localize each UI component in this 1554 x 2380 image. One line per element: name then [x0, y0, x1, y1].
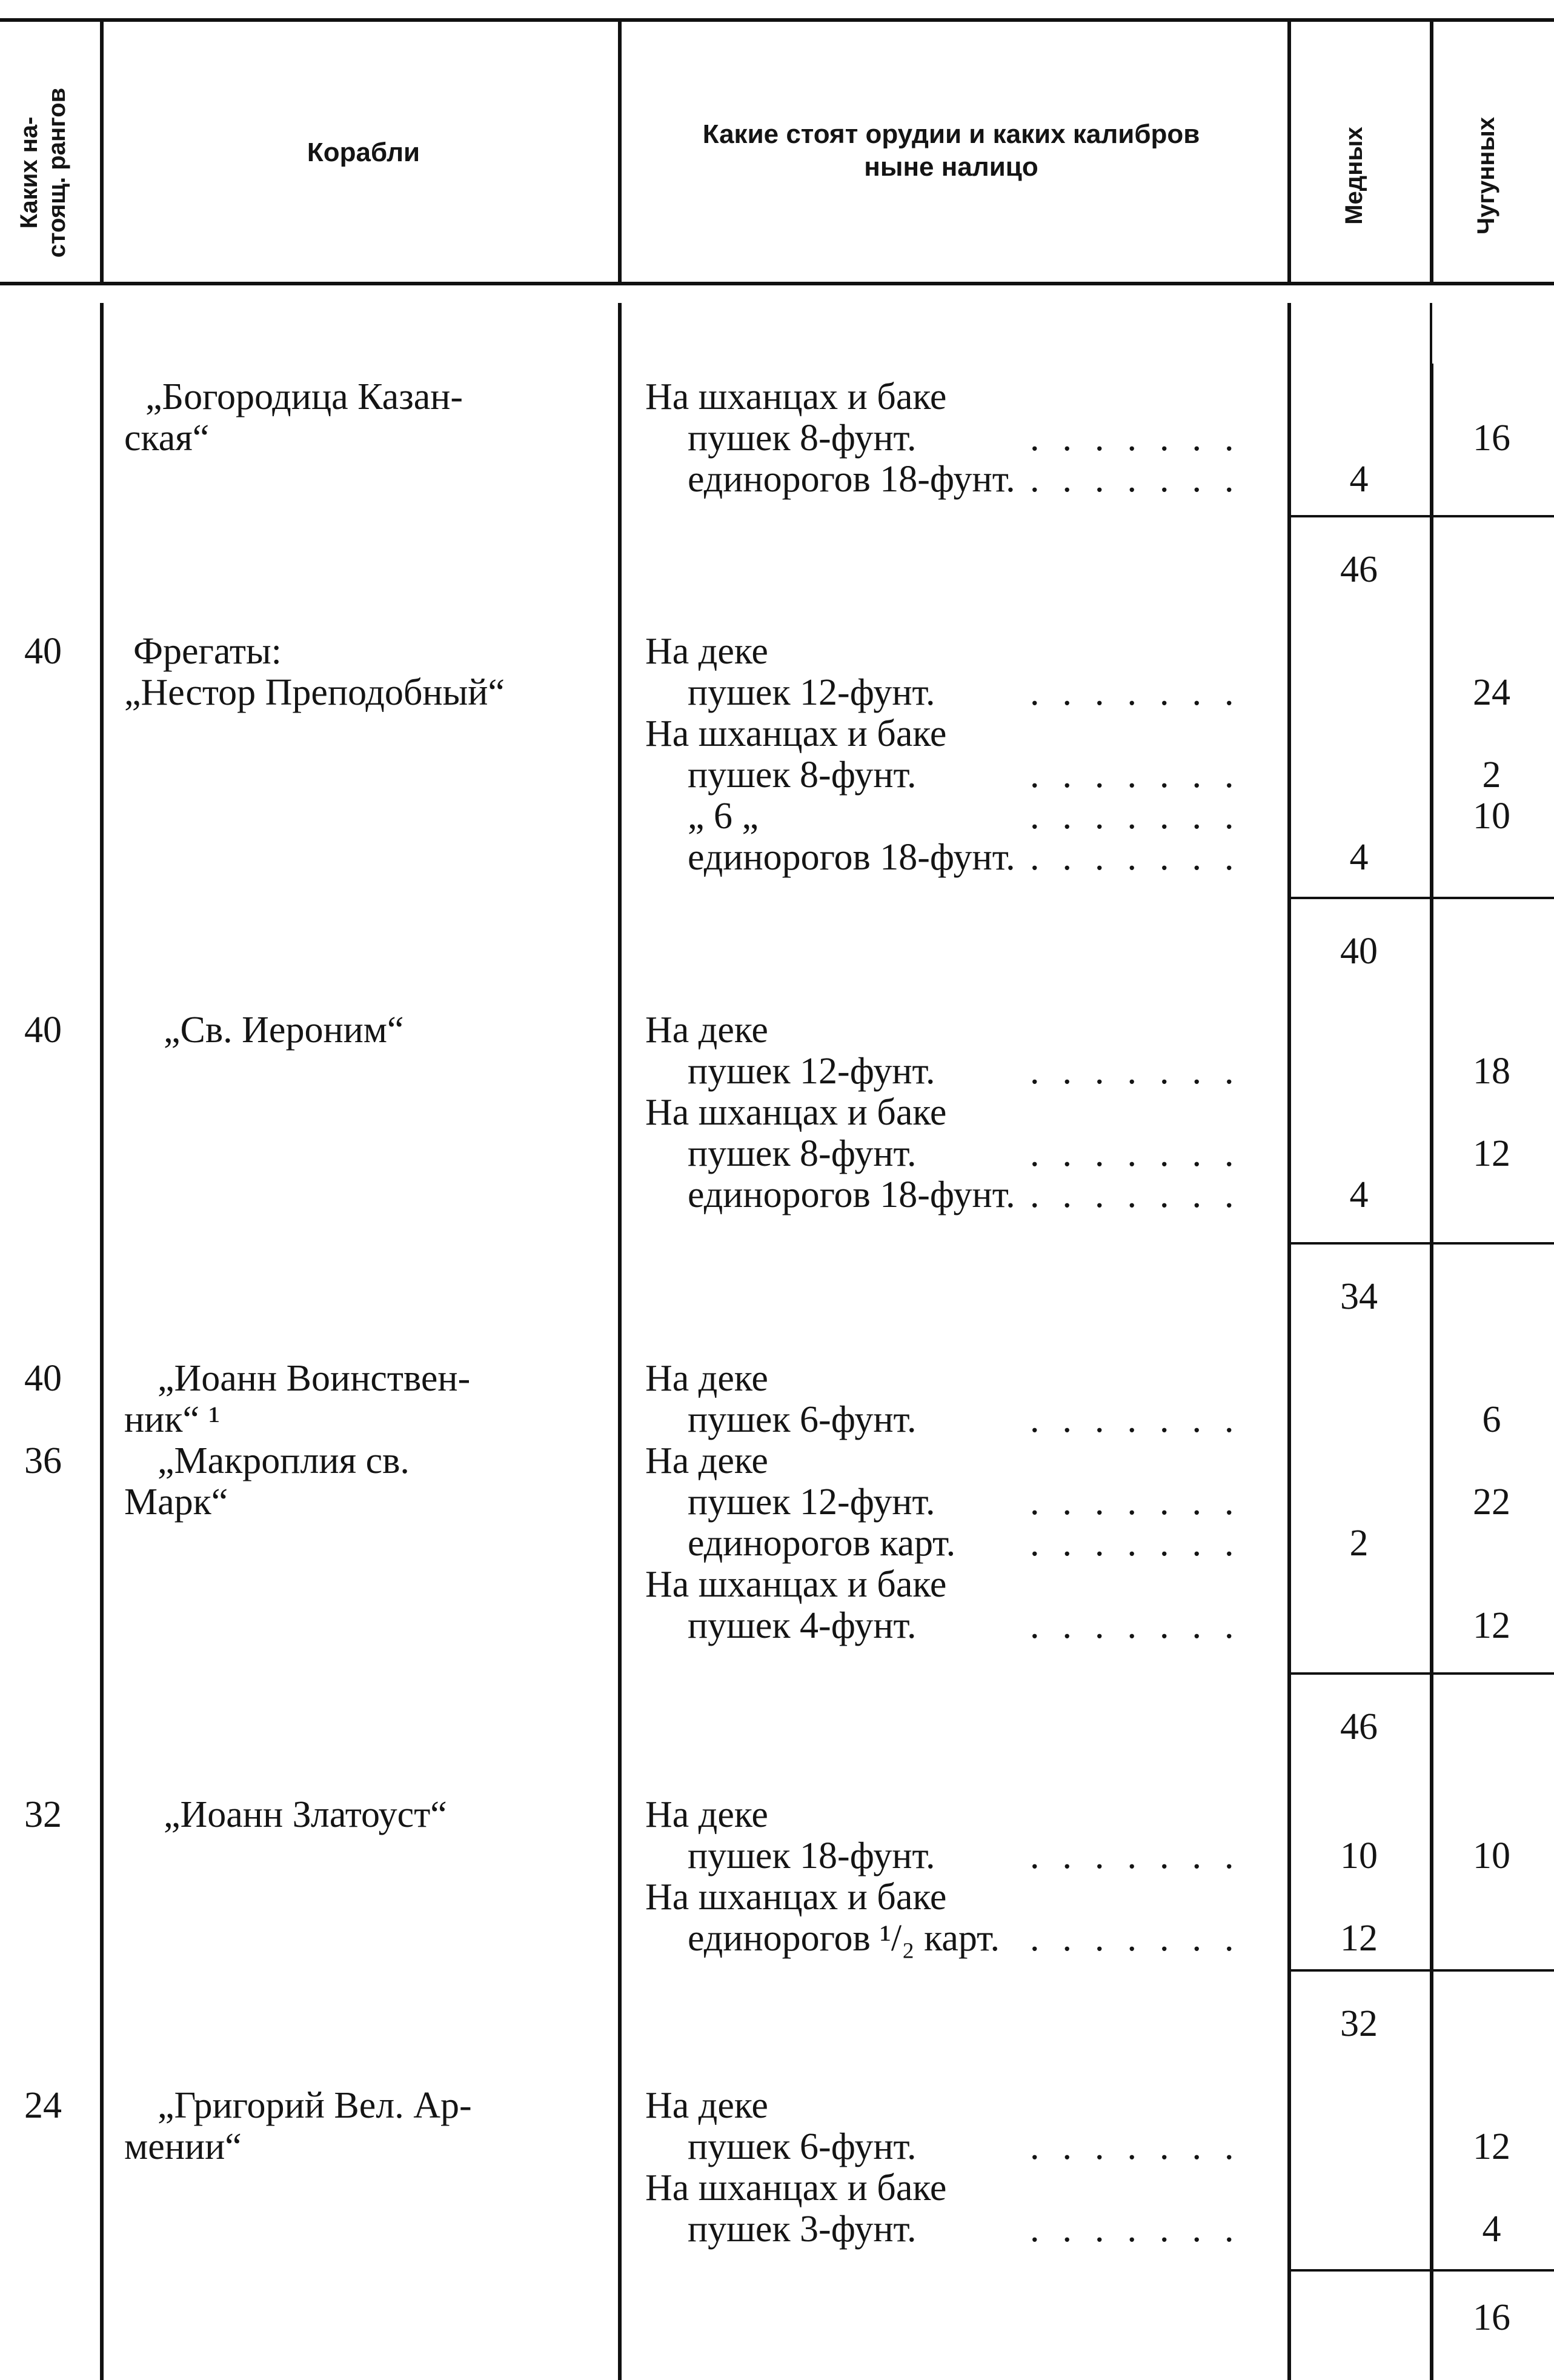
iron-col-rule: [1430, 515, 1432, 897]
gun-line: На деке: [645, 1009, 768, 1051]
gun-line: пушек 8-фунт.: [688, 417, 917, 459]
total-value: 40: [1340, 931, 1378, 972]
iron-value: 18: [1473, 1051, 1510, 1092]
total-value: 34: [1340, 1276, 1378, 1317]
rank-value: 40: [24, 1358, 62, 1399]
gun-line: пушек 6-фунт.: [688, 2126, 917, 2167]
col-rule-3: [1287, 18, 1291, 285]
row-separator: [1287, 1672, 1554, 1675]
gun-line: На деке: [645, 1440, 768, 1481]
total-value: 16: [1473, 2297, 1510, 2338]
ship-name: „Макроплия св.: [158, 1440, 410, 1481]
iron-value: 4: [1482, 2209, 1501, 2250]
gun-line: На деке: [645, 1794, 768, 1835]
gun-line: пушек 8-фунт.: [688, 1133, 917, 1174]
iron-value: 24: [1473, 672, 1510, 713]
copper-value: 4: [1349, 459, 1369, 500]
gun-line: единорогов ¹/₂ карт.: [688, 1918, 1000, 1959]
leader-dots: .......: [1030, 1133, 1257, 1174]
leader-dots: .......: [1030, 1399, 1257, 1440]
header-bottom-rule: [0, 282, 1554, 285]
gun-line: На деке: [645, 631, 768, 672]
header-copper: Медных: [1341, 127, 1367, 225]
copper-value: 2: [1349, 1523, 1369, 1564]
iron-value: 16: [1473, 417, 1510, 459]
leader-dots: .......: [1030, 754, 1257, 796]
col-rule-4: [1430, 18, 1433, 285]
gun-line: „ 6 „: [688, 796, 759, 837]
gun-line: пушек 18-фунт.: [688, 1835, 935, 1876]
header-rank-text: Каких на- стоящ. рангов: [16, 87, 70, 258]
copper-value: 4: [1349, 837, 1369, 878]
ship-name: „Св. Иероним“: [164, 1009, 404, 1051]
ship-name: ская“: [124, 417, 210, 459]
header-rank: [15, 52, 82, 294]
leader-dots: .......: [1030, 2126, 1257, 2167]
leader-dots: .......: [1030, 417, 1257, 459]
iron-value: 10: [1473, 796, 1510, 837]
gun-line: На шханцах и баке: [645, 1092, 947, 1133]
rank-value: 32: [24, 1794, 62, 1835]
gun-line: единорогов 18-фунт.: [688, 837, 1015, 878]
leader-dots: .......: [1030, 796, 1257, 837]
row-separator: [1287, 897, 1554, 899]
leader-dots: .......: [1030, 837, 1257, 878]
leader-dots: .......: [1030, 2209, 1257, 2250]
gun-line: На шханцах и баке: [645, 2167, 947, 2209]
gun-line: На шханцах и баке: [645, 1564, 947, 1605]
col-rule-2: [618, 18, 622, 285]
ship-name: „Богородица Казан-: [145, 376, 463, 417]
gun-line: единорогов карт.: [688, 1523, 956, 1564]
total-value: 46: [1340, 1706, 1378, 1747]
iron-col-rule: [1430, 1672, 1432, 1969]
gun-line: пушек 4-фунт.: [688, 1605, 917, 1646]
iron-col-rule: [1430, 897, 1432, 1242]
row-separator: [1287, 1242, 1554, 1245]
ship-name: „Иоанн Воинствен-: [158, 1358, 471, 1399]
header-top-rule: [0, 18, 1554, 22]
rank-value: 24: [24, 2085, 62, 2126]
body-rule-1: [100, 303, 104, 2380]
gun-line: На шханцах и баке: [645, 1876, 947, 1918]
row-separator: [1287, 515, 1554, 517]
iron-value: 22: [1473, 1481, 1510, 1523]
iron-col-rule: [1430, 303, 1432, 515]
iron-value: 12: [1473, 1133, 1510, 1174]
copper-value: 4: [1349, 1174, 1369, 1215]
copper-value: 10: [1340, 1835, 1378, 1876]
leader-dots: .......: [1030, 1523, 1257, 1564]
body-rule-3: [1287, 303, 1291, 2380]
iron-value: 6: [1482, 1399, 1501, 1440]
leader-dots: .......: [1030, 1605, 1257, 1646]
leader-dots: .......: [1030, 459, 1257, 500]
gun-line: пушек 3-фунт.: [688, 2209, 917, 2250]
rank-value: 40: [24, 1009, 62, 1051]
total-value: 32: [1340, 2003, 1378, 2044]
header-guns: Какие стоят орудии и каких калибров ныне налицо: [702, 119, 1200, 182]
leader-dots: .......: [1030, 1174, 1257, 1215]
ship-name: мении“: [124, 2126, 242, 2167]
copper-value: 12: [1340, 1918, 1378, 1959]
iron-value: 12: [1473, 1605, 1510, 1646]
ship-name: „Нестор Преподобный“: [124, 672, 505, 713]
gun-line: единорогов 18-фунт.: [688, 459, 1015, 500]
row-separator: [1287, 2269, 1554, 2272]
gun-line: На шханцах и баке: [645, 376, 947, 417]
leader-dots: .......: [1030, 1051, 1257, 1092]
col-rule-1: [100, 18, 104, 285]
gun-line: На деке: [645, 2085, 768, 2126]
leader-dots: .......: [1030, 672, 1257, 713]
body-rule-2: [618, 303, 622, 2380]
total-value: 46: [1340, 549, 1378, 590]
iron-value: 2: [1482, 754, 1501, 796]
leader-dots: .......: [1030, 1481, 1257, 1523]
gun-line: пушек 12-фунт.: [688, 1481, 935, 1523]
ship-name: „Григорий Вел. Ар-: [158, 2085, 472, 2126]
row-separator: [1287, 1969, 1554, 1972]
gun-line: пушек 12-фунт.: [688, 672, 935, 713]
leader-dots: .......: [1030, 1835, 1257, 1876]
iron-value: 10: [1473, 1835, 1510, 1876]
gun-line: пушек 6-фунт.: [688, 1399, 917, 1440]
gun-line: пушек 8-фунт.: [688, 754, 917, 796]
rank-value: 36: [24, 1440, 62, 1481]
header-ships: Корабли: [307, 138, 420, 167]
ship-name: Фрегаты:: [133, 631, 282, 672]
iron-col-rule: [1430, 1242, 1432, 1672]
gun-line: единорогов 18-фунт.: [688, 1174, 1015, 1215]
gun-line: На шханцах и баке: [645, 713, 947, 754]
leader-dots: .......: [1030, 1918, 1257, 1959]
rank-value: 40: [24, 631, 62, 672]
header-iron: Чугунных: [1473, 117, 1499, 234]
gun-line: пушек 12-фунт.: [688, 1051, 935, 1092]
ship-name: Марк“: [124, 1481, 228, 1523]
gun-line: На деке: [645, 1358, 768, 1399]
ship-name: ник“ ¹: [124, 1399, 221, 1440]
iron-value: 12: [1473, 2126, 1510, 2167]
ship-name: „Иоанн Златоуст“: [164, 1794, 447, 1835]
